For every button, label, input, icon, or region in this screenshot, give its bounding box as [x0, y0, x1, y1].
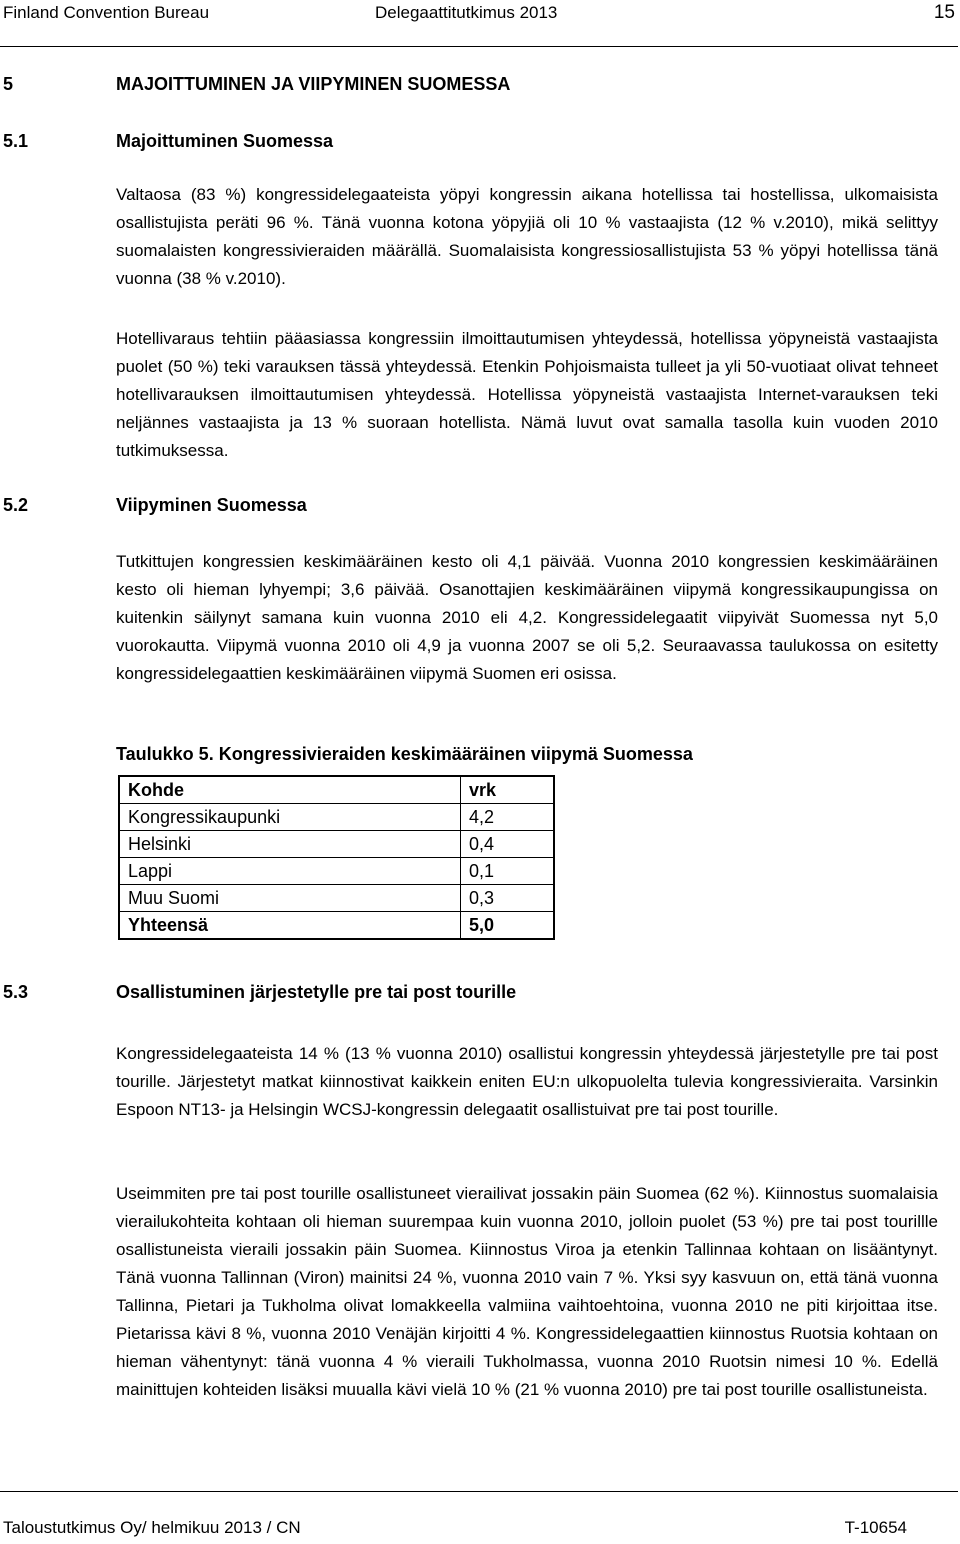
page-number: 15 [933, 2, 955, 23]
section-number: 5.1 [3, 131, 29, 151]
table-total-value: 5,0 [461, 912, 555, 940]
table-cell-destination: Muu Suomi [119, 885, 461, 912]
column-header-destination: Kohde [119, 776, 461, 804]
header-study-title: Delegaattitutkimus 2013 [375, 3, 558, 22]
table-row [119, 804, 554, 831]
table-row [119, 885, 554, 912]
paragraph-accommodation: Valtaosa (83 %) kongressidelegaateista yöpyi kongressin aikana hotellissa tai hostellissa, ulkomaisista osallistujista peräti 96 %. Tänä vuonna kotona yöpyjiä oli 10 % vastaajista (12 % v.2010), mikä selittyy suomalaisten kongressivieraiden määrällä. Suomalaisista kongressiosallistujista 53 % yöpyi hotellissa tänä vuonna (38 % v.2010). [116, 185, 938, 288]
footer-divider [0, 1491, 958, 1492]
section-number: 5.2 [3, 495, 29, 515]
paragraph-tour-participation: Kongressidelegaateista 14 % (13 % vuonna 2010) osallistui kongressin yhteydessä järjestetylle pre tai post tourille. Järjestetyt matkat kiinnostivat kaikkein eniten EU:n ulkopuolelta tulevia kongressivieraita. Varsinkin Espoon NT13- ja Helsingin WCSJ-kongressin delegaatit osallistuivat pre tai post tourille. [116, 1044, 938, 1119]
table-caption: Taulukko 5. Kongressivieraiden keskimääräinen viipymä Suomessa [116, 744, 693, 764]
table-header-row [119, 776, 554, 804]
section-title: Majoittuminen Suomessa [116, 131, 334, 151]
footer-code: T-10654 [844, 1518, 907, 1537]
footer-company: Taloustutkimus Oy/ helmikuu 2013 / CN [3, 1518, 301, 1537]
page-header [0, 0, 960, 30]
table-cell-destination: Helsinki [119, 831, 461, 858]
table-cell-days: 0,4 [461, 831, 555, 858]
table-total-row [119, 912, 554, 940]
table-row [119, 858, 554, 885]
chapter-number: 5 [3, 74, 14, 94]
table-cell-days: 4,2 [461, 804, 555, 831]
table-cell-days: 0,3 [461, 885, 555, 912]
length-of-stay-table [118, 775, 555, 940]
paragraph-length-of-stay: Tutkittujen kongressien keskimääräinen kesto oli 4,1 päivää. Vuonna 2010 kongressien keskimääräinen kesto oli hieman lyhyempi; 3,6 päivää. Osanottajien keskimääräinen viipymä kongressikaupungissa on kuitenkin säilynyt samana kuin vuonna 2010 eli 4,2. Kongressidelegaatit viipyivät Suomessa nyt 5,0 vuorokautta. Viipymä vuonna 2010 oli 4,9 ja vuonna 2007 se oli 5,2. Seuraavassa taulukossa on esitetty kongressidelegaattien keskimääräinen viipymä Suomen eri osissa. [116, 552, 938, 683]
table-cell-destination: Kongressikaupunki [119, 804, 461, 831]
table-row [119, 831, 554, 858]
column-header-days: vrk [461, 776, 555, 804]
section-number: 5.3 [3, 982, 29, 1002]
header-divider [0, 46, 958, 47]
table-cell-destination: Lappi [119, 858, 461, 885]
table-total-label: Yhteensä [119, 912, 461, 940]
paragraph-hotel-booking: Hotellivaraus tehtiin pääasiassa kongressiin ilmoittautumisen yhteydessä, hotellissa yöpyneistä vastaajista puolet (50 %) teki varauksen tässä yhteydessä. Etenkin Pohjoismaista tulleet ja yli 50-vuotiaat olivat tehneet hotellivarauksen ilmoittautumisen yhteydessä. Hotellissa yöpyneistä vastaajista Internet-varauksen teki neljännes vastaajista ja 13 % suoraan hotellista. Nämä luvut ovat samalla tasolla kuin vuoden 2010 tutkimuksessa. [116, 329, 938, 460]
chapter-title: MAJOITTUMINEN JA VIIPYMINEN SUOMESSA [116, 74, 511, 94]
section-title: Viipyminen Suomessa [116, 495, 307, 515]
section-title: Osallistuminen järjestetylle pre tai post tourille [116, 982, 517, 1002]
paragraph-tour-destinations: Useimmiten pre tai post tourille osallistuneet vierailivat jossakin päin Suomea (62 %). Kiinnostus suomalaisia vierailukohteita kohtaan oli hieman suurempaa kuin vuonna 2010, jolloin puolet (53 %) pre tai post tourillle osallistuneista vieraili jossakin päin Suomea. Kiinnostus Viroa ja etenkin Tallinnaa kohtaan on lisääntynyt. Tänä vuonna Tallinnan (Viron) mainitsi 24 %, vuonna 2010 vain 7 %. Yksi syy kasvuun on, että tänä vuonna Tallinna, Pietari ja Tukholma olivat lomakkeella valmiina vaihtoehtoina, vuonna 2010 ne piti kirjoittaa itse. Pietarissa kävi 8 %, vuonna 2010 Venäjän kirjoitti 4 %. Kongressidelegaattien kiinnostus Ruotsia kohtaan on hieman vähentynyt: tänä vuonna 4 % vieraili Tukholmassa, vuonna 2010 Ruotsin nimesi 10 %. Edellä mainittujen kohteiden lisäksi muualla kävi vielä 10 % (21 % vuonna 2010) pre tai post tourille osallistuneista. [116, 1184, 938, 1399]
header-organization: Finland Convention Bureau [3, 3, 210, 22]
table-cell-days: 0,1 [461, 858, 555, 885]
